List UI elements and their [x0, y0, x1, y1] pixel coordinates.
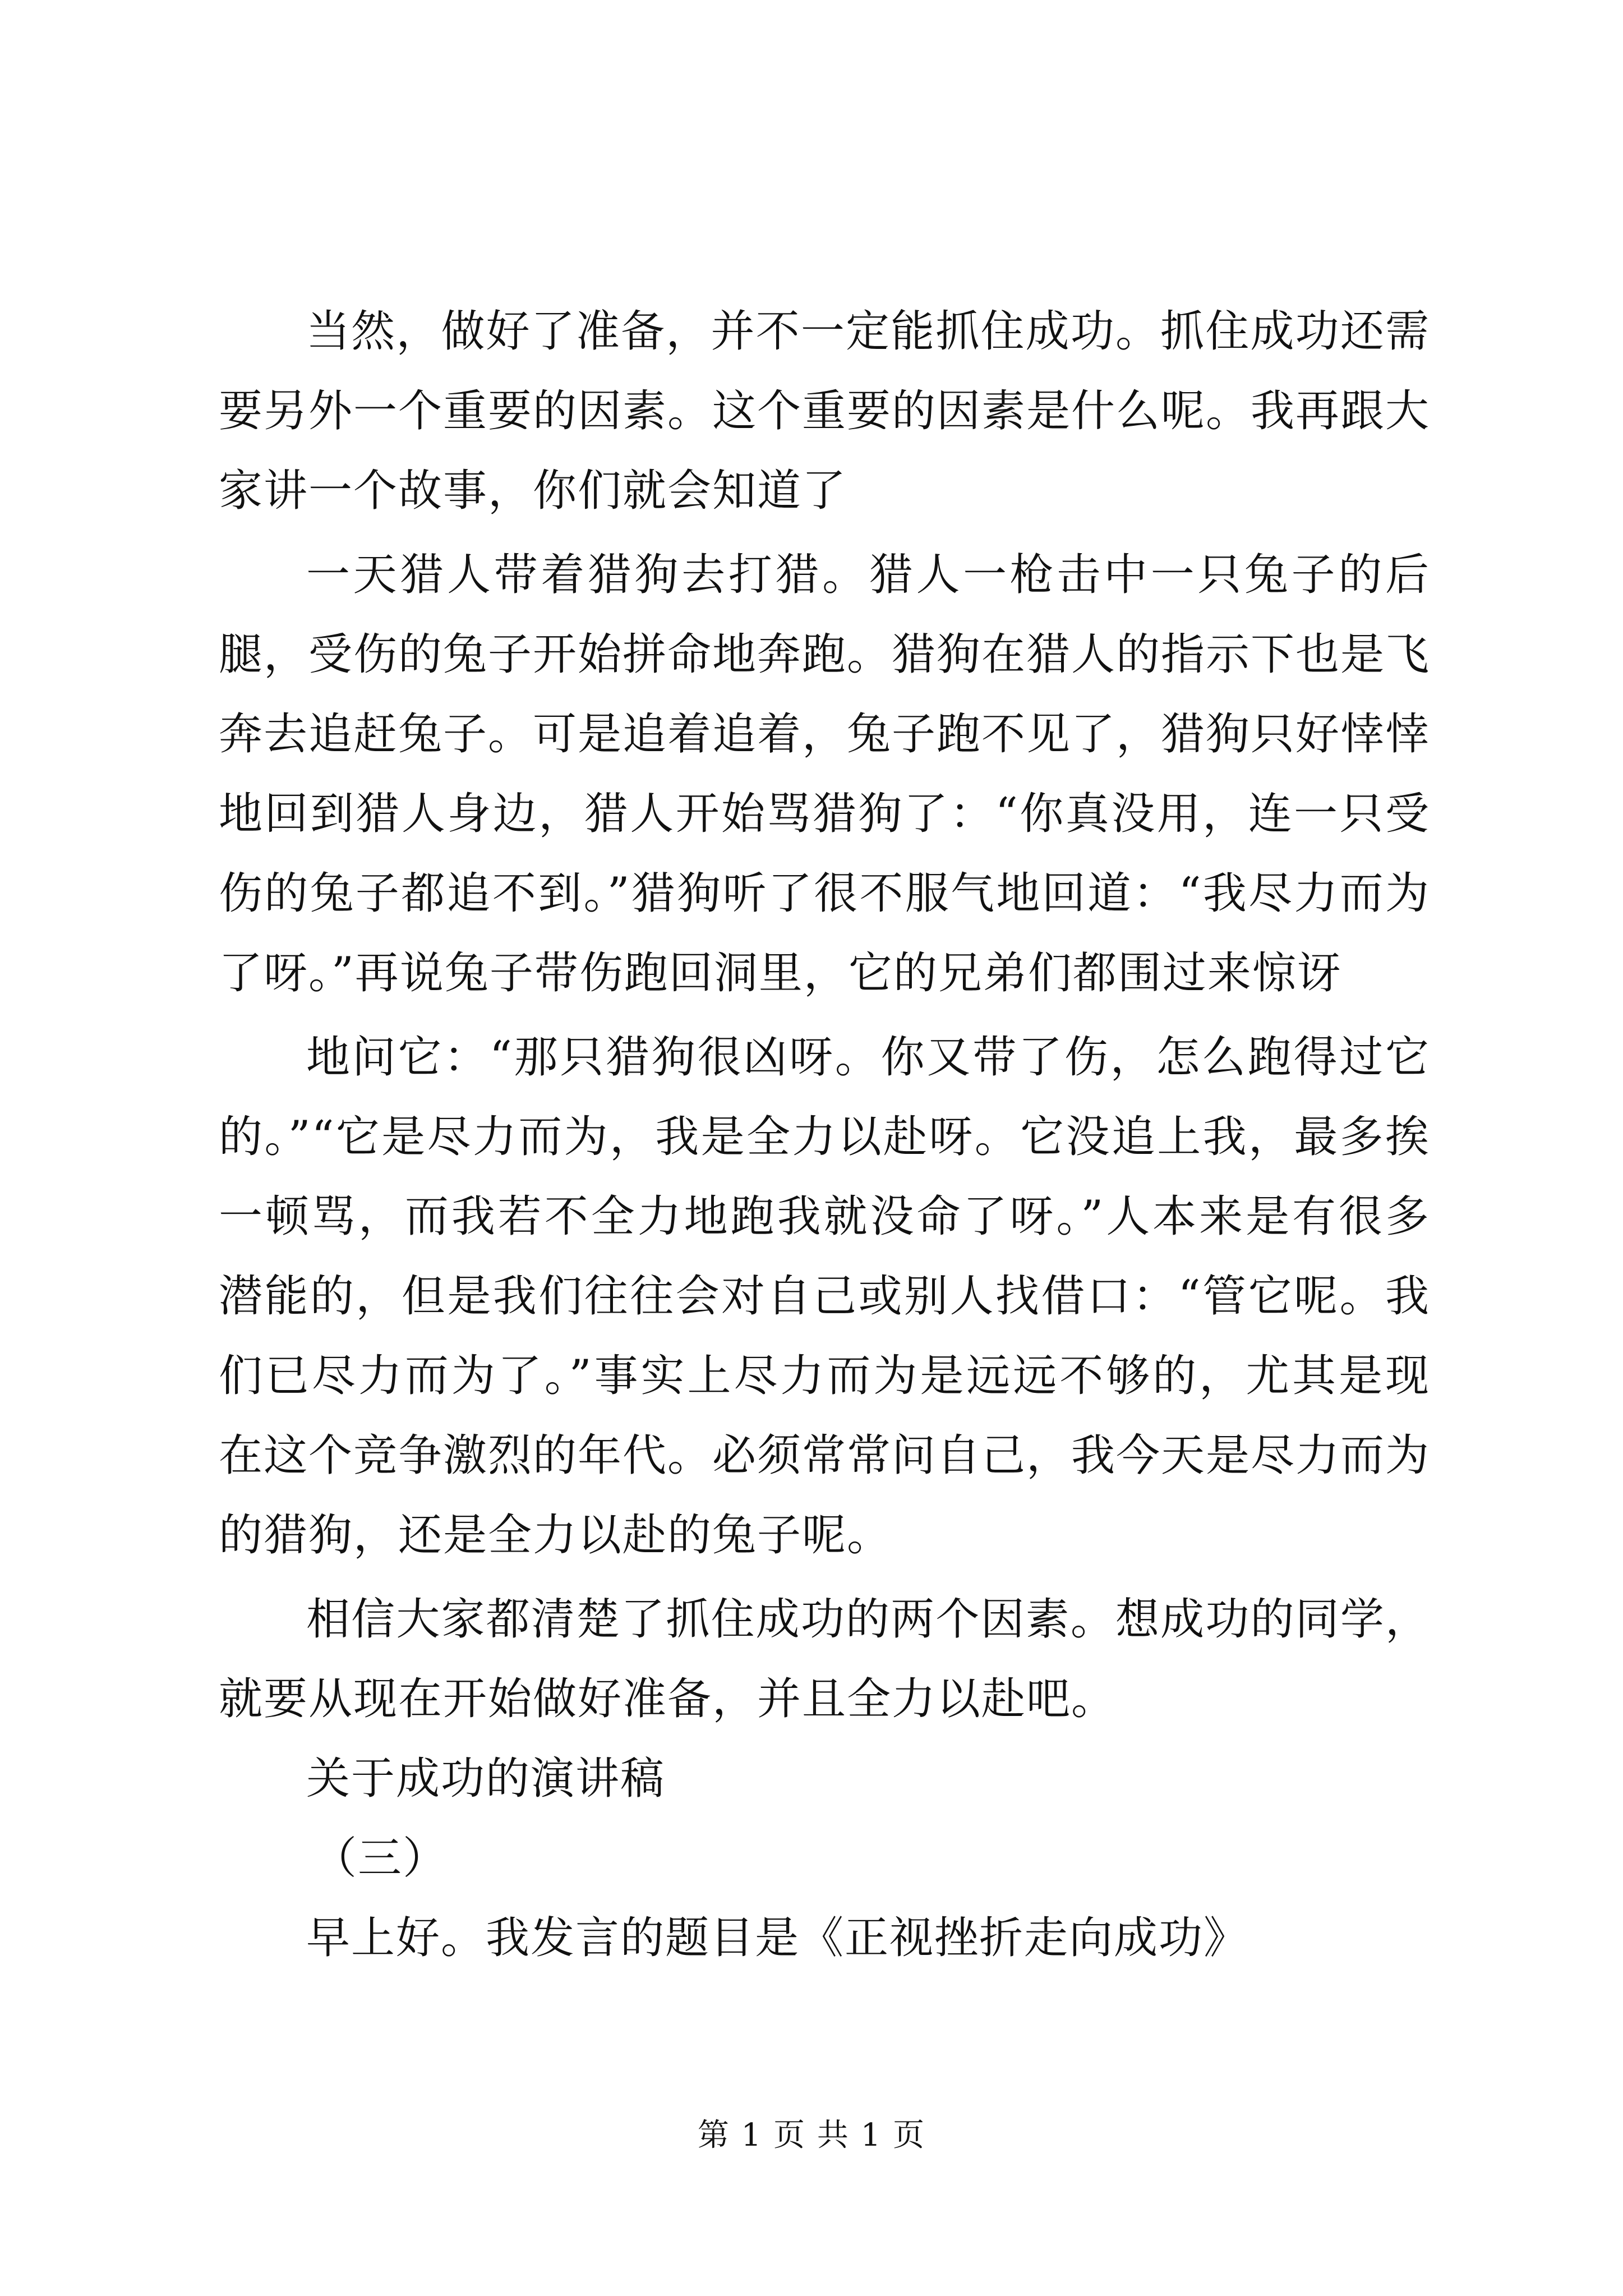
- paragraph-rabbit-reply: 地问它：“那只猎狗很凶呀。你又带了伤，怎么跑得过它的。”“它是尽力而为，我是全力以赴呀。它没追上我，最多挨一顿骂，而我若不全力地跑我就没命了呀。”人本来是有很多潜能的，但是我们往往会对自己或别人找借口：“管它呢。我们已尽力而为了。”事实上尽力而为是远远不够的，尤其是现在这个竞争激烈的年代。必须常常问自己，我今天是尽力而为的猎狗，还是全力以赴的兔子呢。: [219, 1032, 1431, 1561]
- paragraph-hunter-story: 一天猎人带着猎狗去打猎。猎人一枪击中一只兔子的后腿，受伤的兔子开始拼命地奔跑。猎狗在猎人的指示下也是飞奔去追赶兔子。可是追着追着，兔子跑不见了，猎狗只好悻悻地回到猎人身边，猎人开始骂猎狗了：“你真没用，连一只受伤的兔子都追不到。”猎狗听了很不服气地回道：“我尽力而为了呀。”再说兔子带伤跑回洞里，它的兄弟们都围过来惊讶: [219, 550, 1431, 999]
- document-body: [219, 292, 1430, 1978]
- speech-opening: 早上好。我发言的题目是《正视挫折走向成功》: [306, 1913, 1249, 1963]
- section-number: （三）: [313, 1833, 448, 1884]
- paragraph-preparation: 当然，做好了准备，并不一定能抓住成功。抓住成功还需要另外一个重要的因素。这个重要的因素是什么呢。我再跟大家讲一个故事，你们就会知道了: [219, 306, 1431, 516]
- paragraph-conclusion: 相信大家都清楚了抓住成功的两个因素。想成功的同学，就要从现在开始做好准备，并且全力以赴吧。: [219, 1594, 1430, 1724]
- page-footer: 第 1 页 共 1 页: [697, 2117, 926, 2154]
- speech-heading: 关于成功的演讲稿: [306, 1754, 666, 1804]
